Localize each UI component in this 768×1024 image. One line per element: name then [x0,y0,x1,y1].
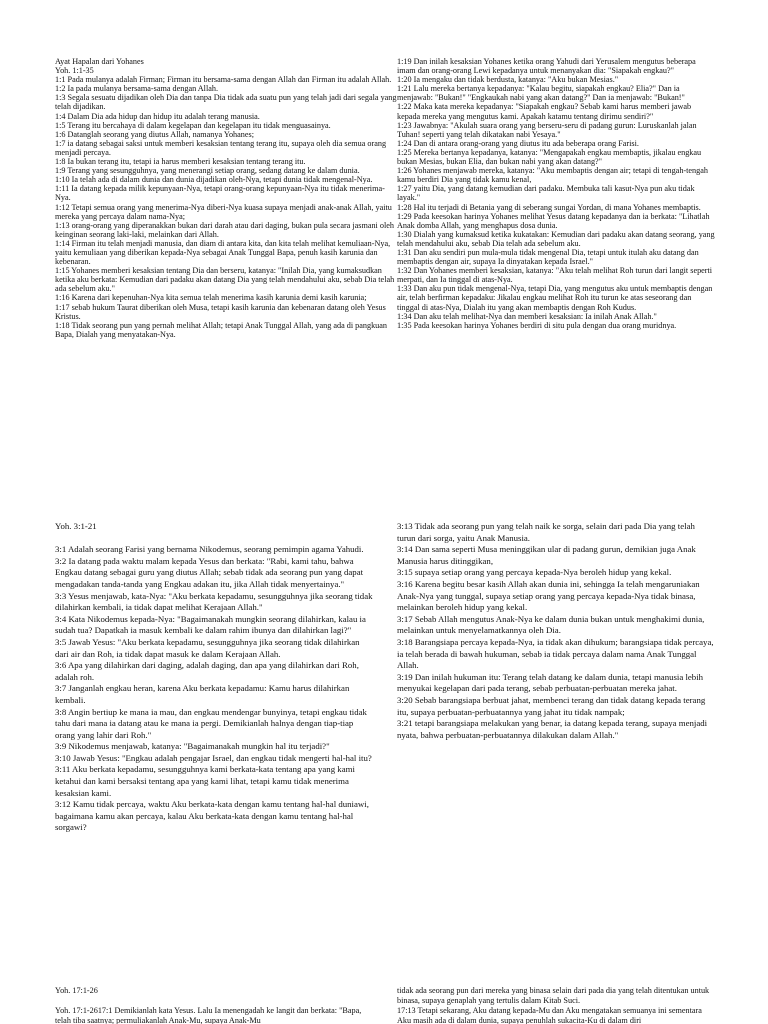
page2-right-column: 3:13 Tidak ada seorang pun yang telah naik ke sorga, selain dari pada Dia yang telah turun dari sorga, yaitu Anak Manusia. 3:14 Dan sama seperti Musa meninggikan ular di padang gurun, demikian juga Anak Manusia harus ditinggikan, 3:15 supaya setiap orang yang percaya kepada-Nya beroleh hidup yang kekal. 3:16 Karena begitu besar kasih Allah akan dunia ini, sehingga Ia telah mengaruniakan Anak-Nya yang tunggal, supaya setiap orang yang percaya kepada-Nya tidak binasa, melainkan beroleh hidup yang kekal. 3:17 Sebab Allah mengutus Anak-Nya ke dalam dunia bukan untuk menghakimi dunia, melainkan untuk menyelamatkannya oleh Dia. 3:18 Barangsiapa percaya kepada-Nya, ia tidak akan dihukum; barangsiapa tidak percaya, ia telah berada di bawah hukuman, sebab ia tidak percaya dalam nama Anak Tunggal Allah. 3:19 Dan inilah hukuman itu: Terang telah datang ke dalam dunia, tetapi manusia lebih menyukai kegelapan dari pada terang, sebab perbuatan-perbuatan mereka jahat. 3:20 Sebab barangsiapa berbuat jahat, membenci terang dan tidak datang kepada terang itu, supaya perbuatan-perbuatannya yang jahat itu tidak nampak; 3:21 tetapi barangsiapa melakukan yang benar, ia datang kepada terang, supaya menjadi nyata, bahwa perbuatan-perbuatannya dilakukan dalam Allah." [397,521,714,740]
page3-right-column: tidak ada seorang pun dari mereka yang binasa selain dari pada dia yang telah ditentukan untuk binasa, supaya genaplah yang tertulis dalam Kitab Suci. 17:13 Tetapi sekarang, Aku datang kepada-Mu dan Aku mengatakan semuanya ini sementara Aku masih ada di dalam dunia, supaya penuhlah sukacita-Ku di dalam diri [397,986,710,1024]
page1-right-column: 1:19 Dan inilah kesaksian Yohanes ketika orang Yahudi dari Yerusalem mengutus beberapa imam dan orang-orang Lewi kepadanya untuk menanyakan dia: "Siapakah engkau?" 1:20 Ia mengaku dan tidak berdusta, katanya: "Aku bukan Mesias." 1:21 Lalu mereka bertanya kepadanya: "Kalau begitu, siapakah engkau? Elia?" Dan ia menjawab: "Bukan!" "Engkaukah nabi yang akan datang?" Dan ia menjawab: "Bukan!" 1:22 Maka kata mereka kepadanya: "Siapakah engkau? Sebab kami harus memberi jawab kepada mereka yang mengutus kami. Apakah katamu tentang dirimu sendiri?" 1:23 Jawabnya: "Akulah suara orang yang berseru-seru di padang gurun: Luruskanlah jalan Tuhan! seperti yang telah dikatakan nabi Yesaya." 1:24 Dan di antara orang-orang yang diutus itu ada beberapa orang Farisi. 1:25 Mereka bertanya kepadanya, katanya: "Mengapakah engkau membaptis, jikalau engkau bukan Mesias, bukan Elia, dan bukan nabi yang akan datang?" 1:26 Yohanes menjawab mereka, katanya: "Aku membaptis dengan air; tetapi di tengah-tengah kamu berdiri Dia yang tidak kamu kenal, 1:27 yaitu Dia, yang datang kemudian dari padaku. Membuka tali kasut-Nya pun aku tidak layak." 1:28 Hal itu terjadi di Betania yang di seberang sungai Yordan, di mana Yohanes membaptis. 1:29 Pada keesokan harinya Yohanes melihat Yesus datang kepadanya dan ia berkata: "Lihatlah Anak domba Allah, yang menghapus dosa dunia. 1:30 Dialah yang kumaksud ketika kukatakan: Kemudian dari padaku akan datang seorang, yang telah mendahului aku, sebab Dia telah ada sebelum aku. 1:31 Dan aku sendiri pun mula-mula tidak mengenal Dia, tetapi untuk itulah aku datang dan membaptis dengan air, supaya Ia dinyatakan kepada Israel." 1:32 Dan Yohanes memberi kesaksian, katanya: "Aku telah melihat Roh turun dari langit seperti merpati, dan Ia tinggal di atas-Nya. 1:33 Dan aku pun tidak mengenal-Nya, tetapi Dia, yang mengutus aku untuk membaptis dengan air, telah berfirman kepadaku: Jikalau engkau melihat Roh itu turun ke atas seseorang dan tinggal di atas-Nya, Dialah itu yang akan membaptis dengan Roh Kudus. 1:34 Dan aku telah melihat-Nya dan memberi kesaksian: Ia inilah Anak Allah." 1:35 Pada keesokan harinya Yohanes berdiri di situ pula dengan dua orang muridnya. [397,57,715,330]
page1-left-column: Ayat Hapalan dari Yohanes Yoh. 1:1-35 1:1 Pada mulanya adalah Firman; Firman itu bersama-sama dengan Allah dan Firman itu adalah Allah. 1:2 Ia pada mulanya bersama-sama dengan Allah. 1:3 Segala sesuatu dijadikan oleh Dia dan tanpa Dia tidak ada suatu pun yang telah jadi dari segala yang telah dijadikan. 1:4 Dalam Dia ada hidup dan hidup itu adalah terang manusia. 1:5 Terang itu bercahaya di dalam kegelapan dan kegelapan itu tidak menguasainya. 1:6 Datanglah seorang yang diutus Allah, namanya Yohanes; 1:7 ia datang sebagai saksi untuk memberi kesaksian tentang terang itu, supaya oleh dia semua orang menjadi percaya. 1:8 Ia bukan terang itu, tetapi ia harus memberi kesaksian tentang terang itu. 1:9 Terang yang sesungguhnya, yang menerangi setiap orang, sedang datang ke dalam dunia. 1:10 Ia telah ada di dalam dunia dan dunia dijadikan oleh-Nya, tetapi dunia tidak mengenal-Nya. 1:11 Ia datang kepada milik kepunyaan-Nya, tetapi orang-orang kepunyaan-Nya itu tidak menerima-Nya. 1:12 Tetapi semua orang yang menerima-Nya diberi-Nya kuasa supaya menjadi anak-anak Allah, yaitu mereka yang percaya dalam nama-Nya; 1:13 orang-orang yang diperanakkan bukan dari darah atau dari daging, bukan pula secara jasmani oleh keinginan seorang laki-laki, melainkan dari Allah. 1:14 Firman itu telah menjadi manusia, dan diam di antara kita, dan kita telah melihat kemuliaan-Nya, yaitu kemuliaan yang diberikan kepada-Nya sebagai Anak Tunggal Bapa, penuh kasih karunia dan kebenaran. 1:15 Yohanes memberi kesaksian tentang Dia dan berseru, katanya: "Inilah Dia, yang kumaksudkan ketika aku berkata: Kemudian dari padaku akan datang Dia yang telah mendahului aku, sebab Dia telah ada sebelum aku." 1:16 Karena dari kepenuhan-Nya kita semua telah menerima kasih karunia demi kasih karunia; 1:17 sebab hukum Taurat diberikan oleh Musa, tetapi kasih karunia dan kebenaran datang oleh Yesus Kristus. 1:18 Tidak seorang pun yang pernah melihat Allah; tetapi Anak Tunggal Allah, yang ada di pangkuan Bapa, Dialah yang menyatakan-Nya. [55,57,397,339]
page2-left-column: Yoh. 3:1-21 3:1 Adalah seorang Farisi yang bernama Nikodemus, seorang pemimpin agama Yahudi. 3:2 Ia datang pada waktu malam kepada Yesus dan berkata: "Rabi, kami tahu, bahwa Engkau datang sebagai guru yang diutus Allah; sebab tidak ada seorang pun yang dapat mengadakan tanda-tanda yang Engkau adakan itu, jika Allah tidak menyertainya." 3:3 Yesus menjawab, kata-Nya: "Aku berkata kepadamu, sesungguhnya jika seorang tidak dilahirkan kembali, ia tidak dapat melihat Kerajaan Allah." 3:4 Kata Nikodemus kepada-Nya: "Bagaimanakah mungkin seorang dilahirkan, kalau ia sudah tua? Dapatkah ia masuk kembali ke dalam rahim ibunya dan dilahirkan lagi?" 3:5 Jawab Yesus: "Aku berkata kepadamu, sesungguhnya jika seorang tidak dilahirkan dari air dan Roh, ia tidak dapat masuk ke dalam Kerajaan Allah. 3:6 Apa yang dilahirkan dari daging, adalah daging, dan apa yang dilahirkan dari Roh, adalah roh. 3:7 Janganlah engkau heran, karena Aku berkata kepadamu: Kamu harus dilahirkan kembali. 3:8 Angin bertiup ke mana ia mau, dan engkau mendengar bunyinya, tetapi engkau tidak tahu dari mana ia datang atau ke mana ia pergi. Demikianlah halnya dengan tiap-tiap orang yang lahir dari Roh." 3:9 Nikodemus menjawab, katanya: "Bagaimanakah mungkin hal itu terjadi?" 3:10 Jawab Yesus: "Engkau adalah pengajar Israel, dan engkau tidak mengerti hal-hal itu? 3:11 Aku berkata kepadamu, sesungguhnya kami berkata-kata tentang apa yang kami ketahui dan kami bersaksi tentang apa yang kami lihat, tetapi kamu tidak menerima kesaksian kami. 3:12 Kamu tidak percaya, waktu Aku berkata-kata dengan kamu tentang hal-hal duniawi, bagaimana kamu akan percaya, kalau Aku berkata-kata dengan kamu tentang hal-hal sorgawi? [55,521,373,833]
page3-left-column: Yoh. 17:1-26 Yoh. 17:1-2617:1 Demikianlah kata Yesus. Lalu Ia menengadah ke langit dan berkata: "Bapa, telah tiba saatnya; permuliakanlah Anak-Mu, supaya Anak-Mu [55,986,362,1024]
